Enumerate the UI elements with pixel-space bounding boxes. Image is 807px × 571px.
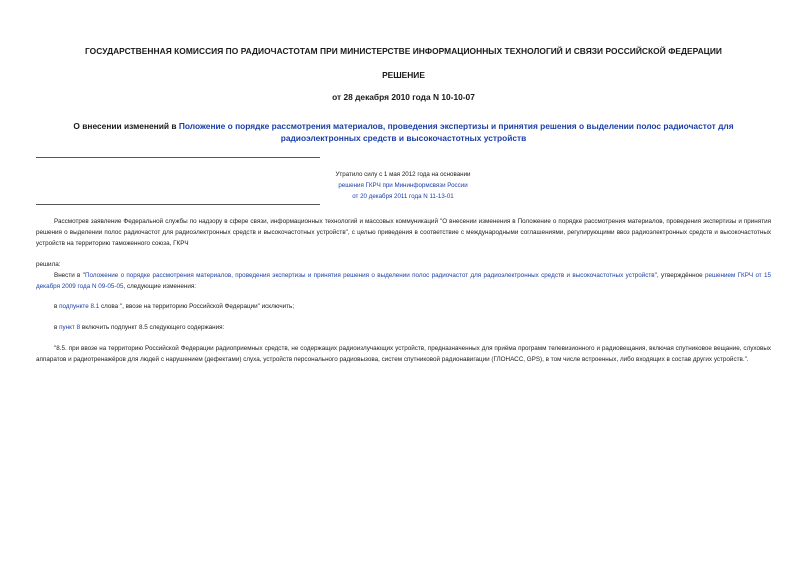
repeal-decision-date-link[interactable]: от 20 декабря 2011 года N 11-13-01 [352, 193, 454, 200]
subclause-8-1-link[interactable]: подпункте 8.1 [59, 303, 100, 310]
item2-text-b: включить подпункт 8.5 следующего содержания: [80, 324, 225, 331]
repeal-decision-link[interactable]: решения ГКРЧ при Мининформсвязи России [338, 182, 468, 189]
amendment-text-c: , следующие изменения: [123, 282, 197, 290]
subject-regulation-link[interactable]: Положение о порядке рассмотрения материалов, проведения экспертизы и принятия решения о выделении полос радиочастот для радиоэлектронных средств и высокочастотных устройств [178, 121, 734, 143]
amendment-paragraph [36, 271, 771, 293]
resolved-label: решила: [36, 261, 61, 268]
amendment-text-b: ", утверждённое [654, 272, 705, 279]
document-type: РЕШЕНИЕ [382, 70, 425, 80]
document-date-number: от 28 декабря 2010 года N 10-10-07 [332, 92, 475, 102]
document-subject [36, 120, 771, 144]
separator-line-bottom [36, 204, 320, 205]
preamble-paragraph: Рассмотрев заявление Федеральной службы по надзору в сфере связи, информационных технологий и массовых коммуникаций "О внесении изменения в Положение о порядке рассмотрения материалов, проведения экспертизы и принятия решения о выделении полос радиочастот для радиоэлектронных средств и высокочастотных устройств", с целью приведения в соответствие с международными соглашениями, регулирующими ввоз радиоэлектронных средств и высокочастотных устройств на территорию таможенного союза, ГКРЧ [36, 218, 771, 247]
separator-line-top [36, 157, 320, 158]
item1-text-b: слова ", ввозе на территорию Российской Федерации" исключить; [99, 303, 295, 310]
repeal-annotation [300, 169, 506, 202]
subject-prefix: О внесении изменений в [73, 121, 179, 131]
amendment-item-1 [36, 302, 771, 313]
issuing-authority: ГОСУДАРСТВЕННАЯ КОМИССИЯ ПО РАДИОЧАСТОТАМ ПРИ МИНИСТЕРСТВЕ ИНФОРМАЦИОННЫХ ТЕХНОЛОГИЙ И СВЯЗИ РОССИЙСКОЙ ФЕДЕРАЦИИ [85, 46, 722, 56]
regulation-link[interactable]: Положение о порядке рассмотрения материалов, проведения экспертизы и принятия решения о выделении полос радиочастот для радиоэлектронных средств и высокочастотных устройств [84, 272, 655, 279]
amendment-item-2 [36, 323, 771, 334]
repeal-note: Утратило силу с 1 мая 2012 года на основании [335, 171, 471, 178]
clause-8-link[interactable]: пункт 8 [59, 324, 81, 331]
new-subclause-quote: "8.5. при ввозе на территорию Российской Федерации радиоприемных средств, не содержащих радиоизлучающих устройств, предназначенных для приёма программ телевизионного и радиовещания, включая спутниковое вещание, слуховых аппаратов и радиотренажёров для людей с нарушением (дефектами) слуха, устройств персонального радиовызова, систем спутниковой радионавигации (ГЛОНАСС, GPS), в том числе встроенных, либо входящих в состав других устройств.". [36, 345, 771, 363]
approval-decision-link[interactable]: решением ГКРЧ от 15 декабря 2009 года N 09-05-05 [36, 272, 772, 290]
item2-text-a: в [54, 324, 60, 331]
item1-text-a: в [54, 303, 60, 310]
amendment-text-a: Внести в " [54, 272, 85, 279]
